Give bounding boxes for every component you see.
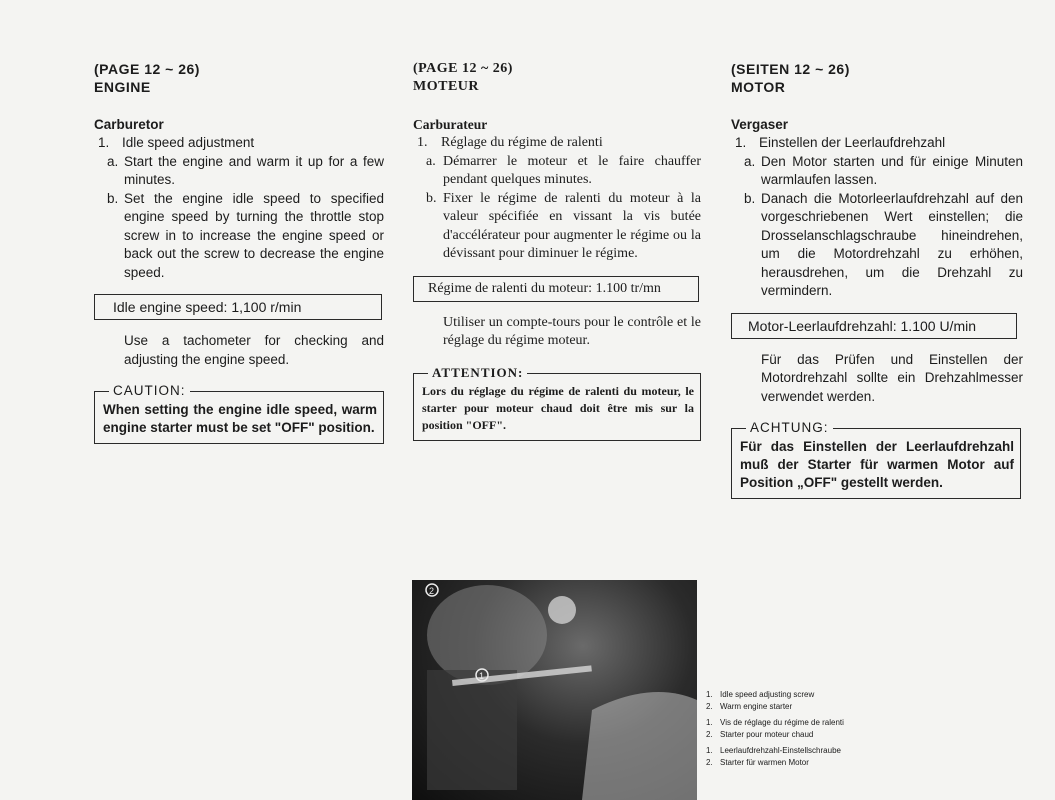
step-number: 1. xyxy=(417,135,428,150)
page-reference: (SEITEN 12 ~ 26) xyxy=(731,61,850,77)
caution-title: ACHTUNG: xyxy=(746,419,833,437)
caution-title: CAUTION: xyxy=(109,382,190,400)
substep-a xyxy=(94,153,384,190)
legend-text: Vis de réglage du régime de ralenti xyxy=(720,718,844,727)
note-text: Utiliser un compte-tours pour le contrôle et le réglage du régime moteur. xyxy=(443,314,701,348)
chapter-title: MOTEUR xyxy=(413,79,479,94)
legend-group-en xyxy=(706,689,906,712)
spec-box: Motor-Leerlaufdrehzahl: 1.100 U/min xyxy=(731,313,1017,339)
hand-shape xyxy=(582,692,697,800)
step-text: Einstellen der Leerlaufdrehzahl xyxy=(759,135,946,150)
substep-b xyxy=(731,190,1023,301)
legend-text: Leerlaufdrehzahl-Einstellschraube xyxy=(720,746,841,755)
legend-number: 2. xyxy=(706,757,713,767)
substep-label: b. xyxy=(107,190,119,206)
step-text: Réglage du régime de ralenti xyxy=(441,135,603,150)
chapter-title: MOTOR xyxy=(731,79,786,95)
chapter-title: ENGINE xyxy=(94,79,151,95)
substep-a xyxy=(731,153,1023,190)
callout-label-1: 1 xyxy=(479,671,485,681)
substep-text: Danach die Motorleerlaufdrehzahl auf den vorgeschriebenen Wert einstellen; die Drosselanschlagschraube hineindrehen, um die Motordrehzahl zu erhöhen, herausdrehen, um die Drehzahl zu vermindern. xyxy=(761,190,1023,298)
legend-text: Starter für warmen Motor xyxy=(720,757,809,767)
legend-number: 2. xyxy=(706,701,713,711)
photo-illustration xyxy=(412,580,697,800)
step-1 xyxy=(731,134,1023,153)
note-text: Für das Prüfen und Einstellen der Motordrehzahl sollte ein Drehzahlmesser verwendet werden. xyxy=(761,351,1023,404)
step-1 xyxy=(94,134,384,153)
spec-box: Régime de ralenti du moteur: 1.100 tr/mn xyxy=(413,276,699,302)
carburetor-body xyxy=(427,670,517,790)
step-text: Idle speed adjustment xyxy=(122,135,255,150)
legend-number: 1. xyxy=(706,690,713,699)
legend-text: Warm engine starter xyxy=(720,701,793,711)
caution-title: ATTENTION: xyxy=(428,364,527,381)
legend-row xyxy=(706,729,906,741)
section-title: Carburetor xyxy=(94,117,164,132)
legend-number: 2. xyxy=(706,729,713,739)
carburetor-photo xyxy=(412,580,697,800)
legend-row xyxy=(706,701,906,713)
page-reference: (PAGE 12 ~ 26) xyxy=(413,61,513,76)
substep-text: Fixer le régime de ralenti du moteur à la valeur spécifiée en vissant la vis butée d'accélérateur pour augmenter le régime ou la dévissant pour diminuer le régime. xyxy=(443,190,701,261)
substep-text: Start the engine and warm it up for a few minutes. xyxy=(124,153,384,187)
german-column xyxy=(731,60,1023,499)
legend-group-de xyxy=(706,745,906,768)
caution-text: Für das Einstellen der Leerlaufdrehzahl muß der Starter für warmen Motor auf Position „OFF" gestellt werden. xyxy=(740,439,1014,490)
legend-row xyxy=(706,689,906,701)
caution-text: When setting the engine idle speed, warm engine starter must be set "OFF" position. xyxy=(103,402,377,435)
legend-row xyxy=(706,757,906,769)
legend-text: Idle speed adjusting screw xyxy=(720,690,815,699)
substep-b xyxy=(413,190,701,264)
substep-label: a. xyxy=(426,153,436,169)
substep-label: b. xyxy=(426,190,437,206)
caution-box xyxy=(94,383,384,444)
substep-a xyxy=(413,153,701,190)
substep-label: a. xyxy=(744,153,756,169)
french-column xyxy=(413,60,701,441)
legend-group-fr xyxy=(706,717,906,740)
section-title: Vergaser xyxy=(731,117,789,132)
caution-box xyxy=(413,364,701,441)
legend-row xyxy=(706,717,906,729)
step-1 xyxy=(413,134,701,153)
legend-number: 1. xyxy=(706,718,713,727)
substep-text: Den Motor starten und für einige Minuten warmlaufen lassen. xyxy=(761,153,1023,187)
substep-b xyxy=(94,190,384,283)
legend-number: 1. xyxy=(706,746,713,755)
step-number: 1. xyxy=(735,135,747,150)
page-reference: (PAGE 12 ~ 26) xyxy=(94,61,200,77)
fitting-detail xyxy=(548,596,576,624)
caution-box xyxy=(731,420,1021,499)
callout-label-2: 2 xyxy=(429,586,435,596)
caution-text: Lors du réglage du régime de ralenti du moteur, le starter pour moteur chaud doit être mis sur la position "OFF". xyxy=(422,383,694,432)
legend-row xyxy=(706,745,906,757)
section-title: Carburateur xyxy=(413,117,488,132)
spec-box: Idle engine speed: 1,100 r/min xyxy=(94,294,382,320)
substep-text: Set the engine idle speed to specified engine speed by turning the throttle stop screw in to increase the engine speed or back out the screw to decrease the engine speed. xyxy=(124,190,384,280)
legend-text: Starter pour moteur chaud xyxy=(720,729,814,739)
substep-text: Démarrer le moteur et le faire chauffer pendant quelques minutes. xyxy=(443,153,701,187)
english-column xyxy=(94,60,384,444)
substep-label: a. xyxy=(107,153,119,169)
note-text: Use a tachometer for checking and adjusting the engine speed. xyxy=(124,333,384,367)
photo-legend xyxy=(706,689,906,773)
step-number: 1. xyxy=(98,135,110,150)
substep-label: b. xyxy=(744,190,756,206)
